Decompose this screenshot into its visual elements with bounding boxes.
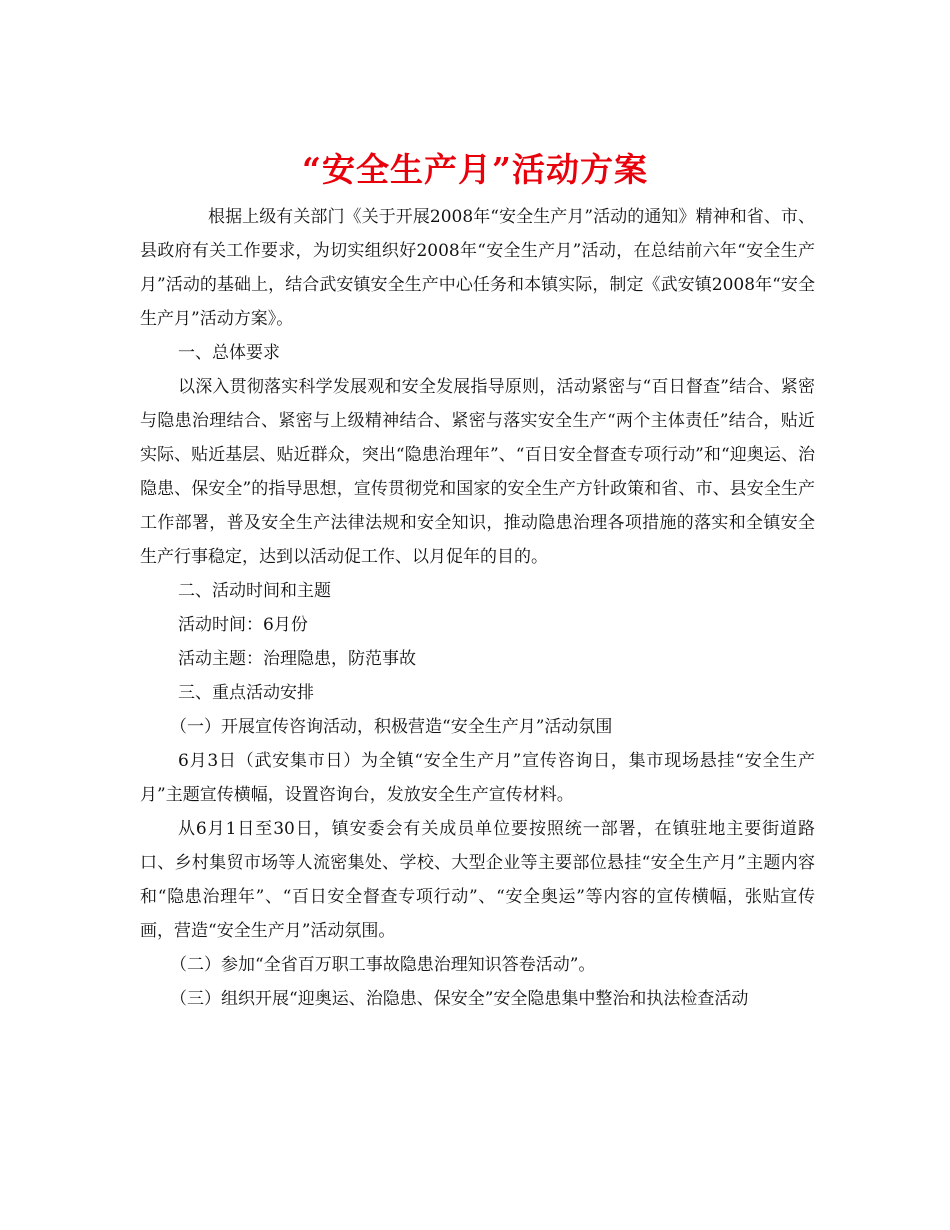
activity-time-line: 活动时间：6月份 [178, 615, 308, 635]
activity-theme-line: 活动主题：治理隐患，防范事故 [178, 649, 416, 669]
overall-requirements-paragraph: 以深入贯彻落实科学发展观和安全发展指导原则，活动紧密与“百日督查”结合、紧密与隐患治理结合、紧密与上级精神结合、紧密与落实安全生产“两个主体责任”结合，贴近实际、贴近基层、贴近群众，突出“隐患治理年”、“百日安全督查专项行动”和“迎奥运、治隐患、保安全”的指导思想，宣传贯彻党和国家的安全生产方针政策和省、市、县安全生产工作部署，普及安全生产法律法规和安全知识，推动隐患治理各项措施的落实和全镇安全生产行事稳定，达到以活动促工作、以月促年的目的。 [140, 377, 815, 567]
subheading-quiz: （二）参加“全省百万职工事故隐患治理知识答卷活动”。 [170, 955, 596, 975]
section-heading-time-and-theme: 二、活动时间和主题 [178, 581, 331, 601]
section-heading-key-activities: 三、重点活动安排 [178, 683, 314, 703]
section-heading-overall-requirements: 一、总体要求 [178, 343, 280, 363]
intro-paragraph: 根据上级有关部门《关于开展2008年“安全生产月”活动的通知》精神和省、市、县政府有关工作要求，为切实组织好2008年“安全生产月”活动，在总结前六年“安全生产月”活动的基础上，结合武安镇安全生产中心任务和本镇实际，制定《武安镇2008年“安全生产月”活动方案》。 [140, 207, 815, 329]
document-body [140, 200, 815, 1016]
publicity-day-paragraph: 6月3日（武安集市日）为全镇“安全生产月”宣传咨询日，集市现场悬挂“安全生产月”主题宣传横幅，设置咨询台，发放安全生产宣传材料。 [140, 751, 815, 805]
banner-campaign-paragraph: 从6月1日至30日，镇安委会有关成员单位要按照统一部署，在镇驻地主要街道路口、乡村集贸市场等人流密集处、学校、大型企业等主要部位悬挂“安全生产月”主题内容和“隐患治理年”、“百日安全督查专项行动”、“安全奥运”等内容的宣传横幅，张贴宣传画，营造“安全生产月”活动氛围。 [140, 819, 815, 941]
subheading-publicity: （一）开展宣传咨询活动，积极营造“安全生产月”活动氛围 [170, 717, 613, 737]
document-title: “安全生产月”活动方案 [302, 150, 648, 190]
subheading-inspection: （三）组织开展“迎奥运、治隐患、保安全”安全隐患集中整治和执法检查活动 [170, 989, 749, 1009]
